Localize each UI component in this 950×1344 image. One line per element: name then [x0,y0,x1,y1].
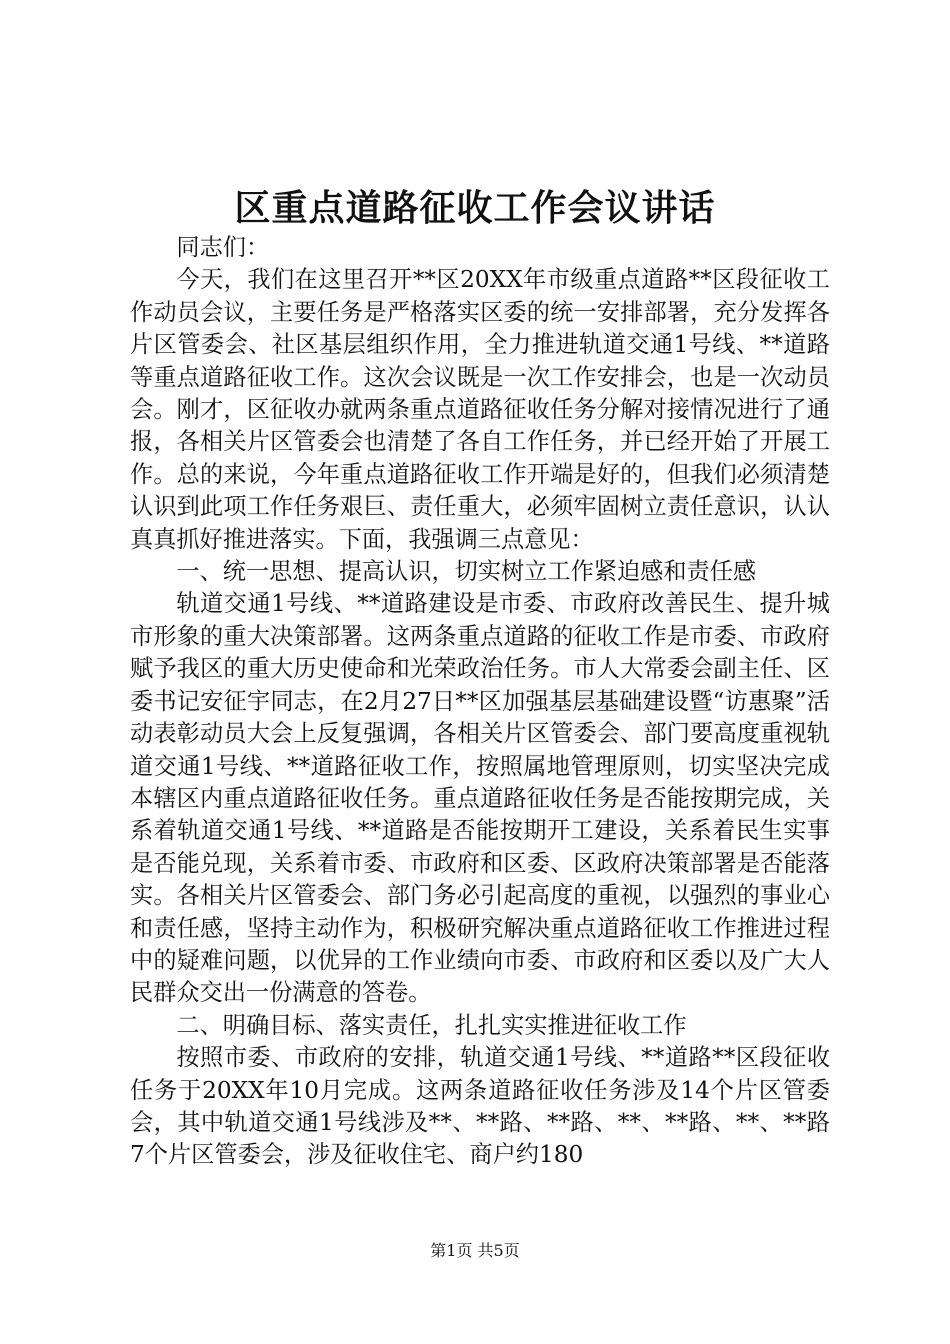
salutation: 同志们： [176,234,270,261]
page-footer: 第1页 共5页 [430,1241,520,1260]
document-title: 区重点道路征收工作会议讲话 [234,187,716,229]
document-body [130,232,830,1172]
paragraph-intro: 今天，我们在这里召开**区20XX年市级重点道路**区段征收工作动员会议，主要任务是严格落实区委的统一安排部署，充分发挥各片区管委会、社区基层组织作用，全力推进轨道交通1号线、**道路等重点道路征收工作。这次会议既是一次工作安排会，也是一次动员会。刚才，区征收办就两条重点道路征收任务分解对接情况进行了通报，各相关片区管委会也清楚了各自工作任务，并已经开始了开展工作。总的来说，今年重点道路征收工作开端是好的，但我们必须清楚认识到此项工作任务艰巨、责任重大，必须牢固树立责任意识，认认真真抓好推进落实。下面，我强调三点意见： [130,266,830,553]
paragraph-section-1: 轨道交通1号线、**道路建设是市委、市政府改善民生、提升城市形象的重大决策部署。这两条重点道路的征收工作是市委、市政府赋予我区的重大历史使命和光荣政治任务。市人大常委会副主任、区委书记安征宇同志，在2月27日**区加强基层基础建设暨“访惠聚”活动表彰动员大会上反复强调，各相关片区管委会、部门要高度重视轨道交通1号线、**道路征收工作，按照属地管理原则，切实坚决完成本辖区内重点道路征收任务。重点道路征收任务是否能按期完成，关系着轨道交通1号线、**道路是否能按期开工建设，关系着民生实事是否能兑现，关系着市委、市政府和区委、区政府决策部署是否能落实。各相关片区管委会、部门务必引起高度的重视，以强烈的事业心和责任感，坚持主动作为，积极研究解决重点道路征收工作推进过程中的疑难问题，以优异的工作业绩向市委、市政府和区委以及广大人民群众交出一份满意的答卷。 [130,590,830,1007]
section-heading-1: 一、统一思想、提高认识，切实树立工作紧迫感和责任感 [176,558,757,586]
paragraph-section-2: 按照市委、市政府的安排，轨道交通1号线、**道路**区段征收任务于20XX年10月完成。这两条道路征收任务涉及14个片区管委会，其中轨道交通1号线涉及**、**路、**路、**、**路、**、**路7个片区管委会，涉及征收住宅、商户约180 [130,1044,830,1169]
section-heading-2: 二、明确目标、落实责任，扎扎实实推进征收工作 [176,1011,687,1039]
